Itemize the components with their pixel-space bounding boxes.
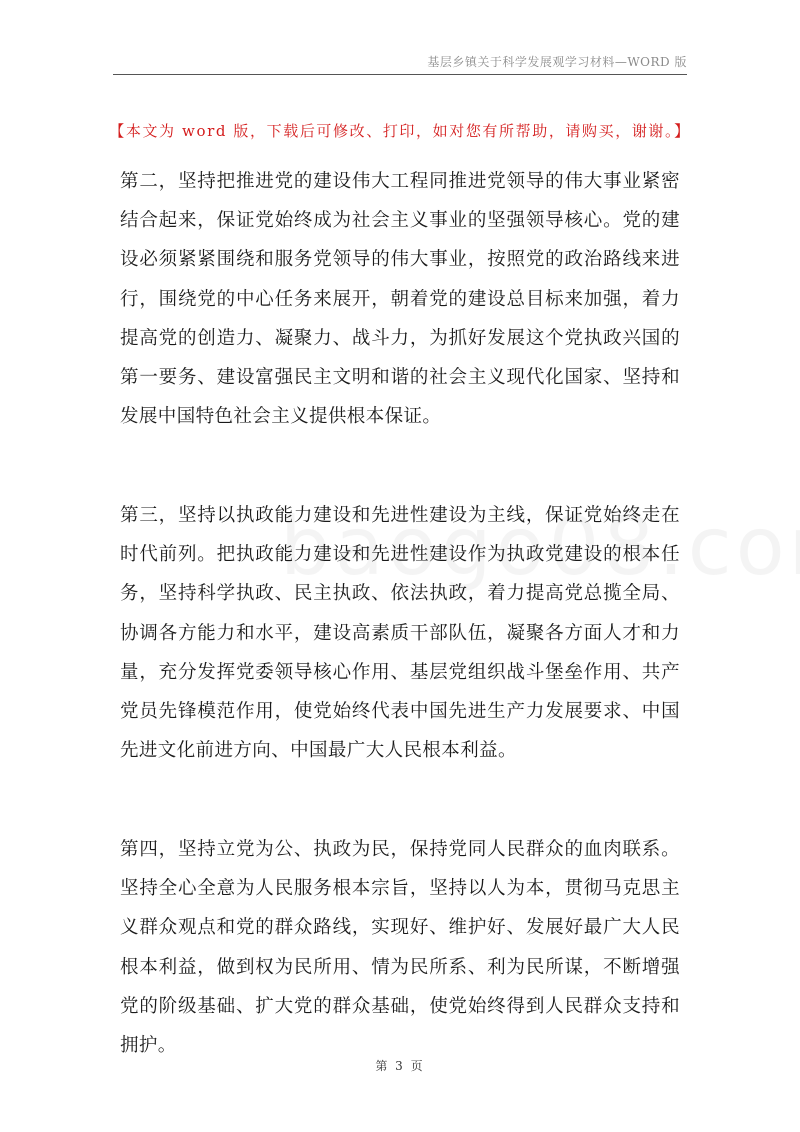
paragraph-fourth: 第四，坚持立党为公、执政为民，保持党同人民群众的血肉联系。坚持全心全意为人民服务根本宗旨，坚持以人为本，贯彻马克思主义群众观点和党的群众路线，实现好、维护好、发展好最广大人民根本利益，做到权为民所用、情为民所系、利为民所谋，不断增强党的阶级基础、扩大党的群众基础，使党始终得到人民群众支持和拥护。 <box>120 839 680 1057</box>
paragraph-second: 第二，坚持把推进党的建设伟大工程同推进党领导的伟大事业紧密结合起来，保证党始终成为社会主义事业的坚强领导核心。党的建设必须紧紧围绕和服务党领导的伟大事业，按照党的政治路线来进行，围绕党的中心任务来展开，朝着党的建设总目标来加强，着力提高党的创造力、凝聚力、战斗力，为抓好发展这个党执政兴国的第一要务、建设富强民主文明和谐的社会主义现代化国家、坚持和发展中国特色社会主义提供根本保证。 <box>120 171 680 428</box>
document-header-title: 基层乡镇关于科学发展观学习材料—WORD 版 <box>427 55 687 69</box>
download-notice: 【本文为 word 版，下载后可修改、打印，如对您有所帮助，请购买，谢谢。】 <box>109 122 691 140</box>
page-number: 第 3 页 <box>375 1059 425 1073</box>
header-divider <box>113 74 687 75</box>
paragraph-third: 第三，坚持以执政能力建设和先进性建设为主线，保证党始终走在时代前列。把执政能力建设和先进性建设作为执政党建设的根本任务，坚持科学执政、民主执政、依法执政，着力提高党总揽全局、协调各方能力和水平，建设高素质干部队伍，凝聚各方面人才和力量，充分发挥党委领导核心作用、基层党组织战斗堡垒作用、共产党员先锋模范作用，使党始终代表中国先进生产力发展要求、中国先进文化前进方向、中国最广大人民根本利益。 <box>120 505 680 762</box>
